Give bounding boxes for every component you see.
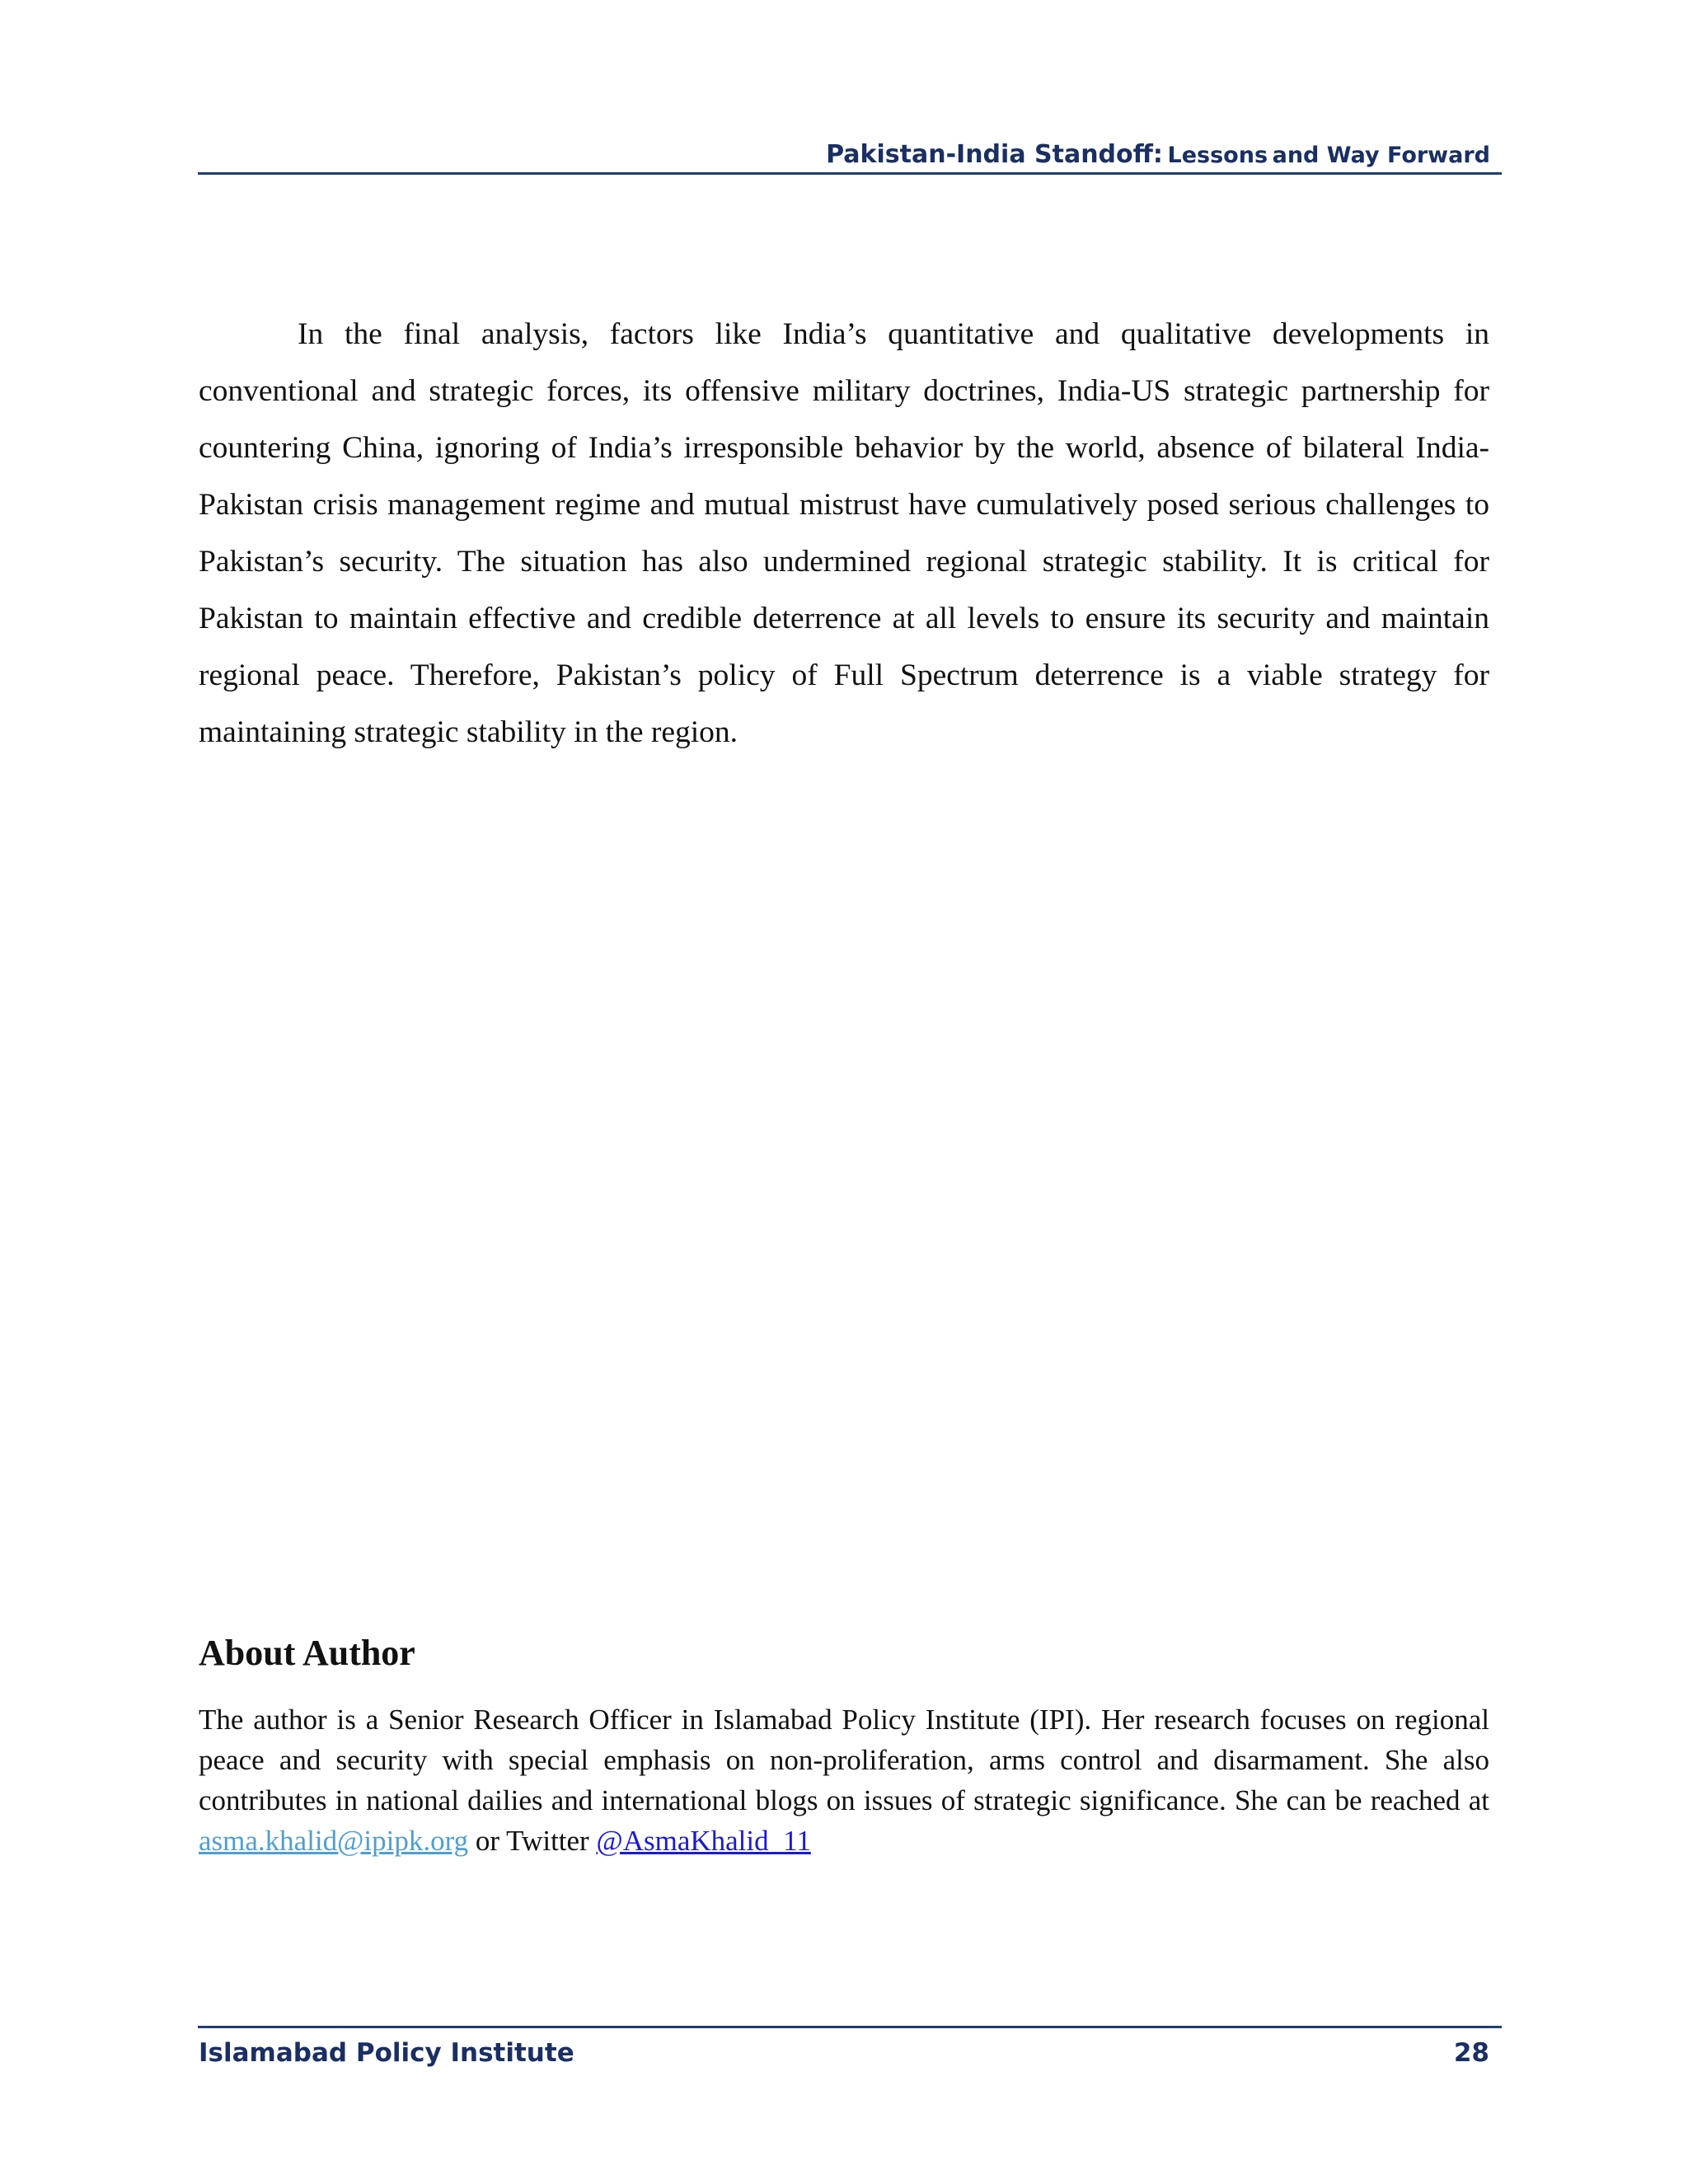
page-number: 28 [1453,2038,1489,2068]
header-title-lessons: Lessons [1167,143,1268,168]
running-header [198,132,1502,175]
running-footer [198,2026,1502,2068]
author-twitter-link[interactable]: @AsmaKhalid_11 [596,1825,811,1857]
author-email-link[interactable]: asma.khalid@ipipk.org [199,1825,469,1857]
running-header-title [826,140,1490,169]
footer-institute-name: Islamabad Policy Institute [199,2038,574,2068]
about-author-connector: or Twitter [468,1825,597,1857]
about-author-heading: About Author [199,1633,415,1673]
header-title-main: Pakistan-India Standoff: [826,140,1163,169]
conclusion-paragraph-text: In the final analysis, factors like India’s quantitative and qualitative developments in conventional and strategic forces, its offensive military doctrines, India-US strategic partnership for countering China, ignoring of India’s irresponsible behavior by the world, absence of bilateral India-Pakistan crisis management regime and mutual mistrust have cumulatively posed serious challenges to Pakistan’s security. The situation has also undermined regional strategic stability. It is critical for Pakistan to maintain effective and credible deterrence at all levels to ensure its security and maintain regional peace. Therefore, Pakistan’s policy of Full Spectrum deterrence is a viable strategy for maintaining strategic stability in the region. [199,317,1489,749]
about-author-text [199,1699,1489,1861]
header-title-rest: and Way Forward [1272,143,1490,168]
about-author-bio: The author is a Senior Research Officer in Islamabad Policy Institute (IPI). Her research focuses on regional peace and security with special emphasis on non-proliferation, arms control and disarmament. She also contributes in national dailies and international blogs on issues of strategic significance. She can be reached at [199,1704,1489,1816]
conclusion-paragraph [199,306,1489,761]
